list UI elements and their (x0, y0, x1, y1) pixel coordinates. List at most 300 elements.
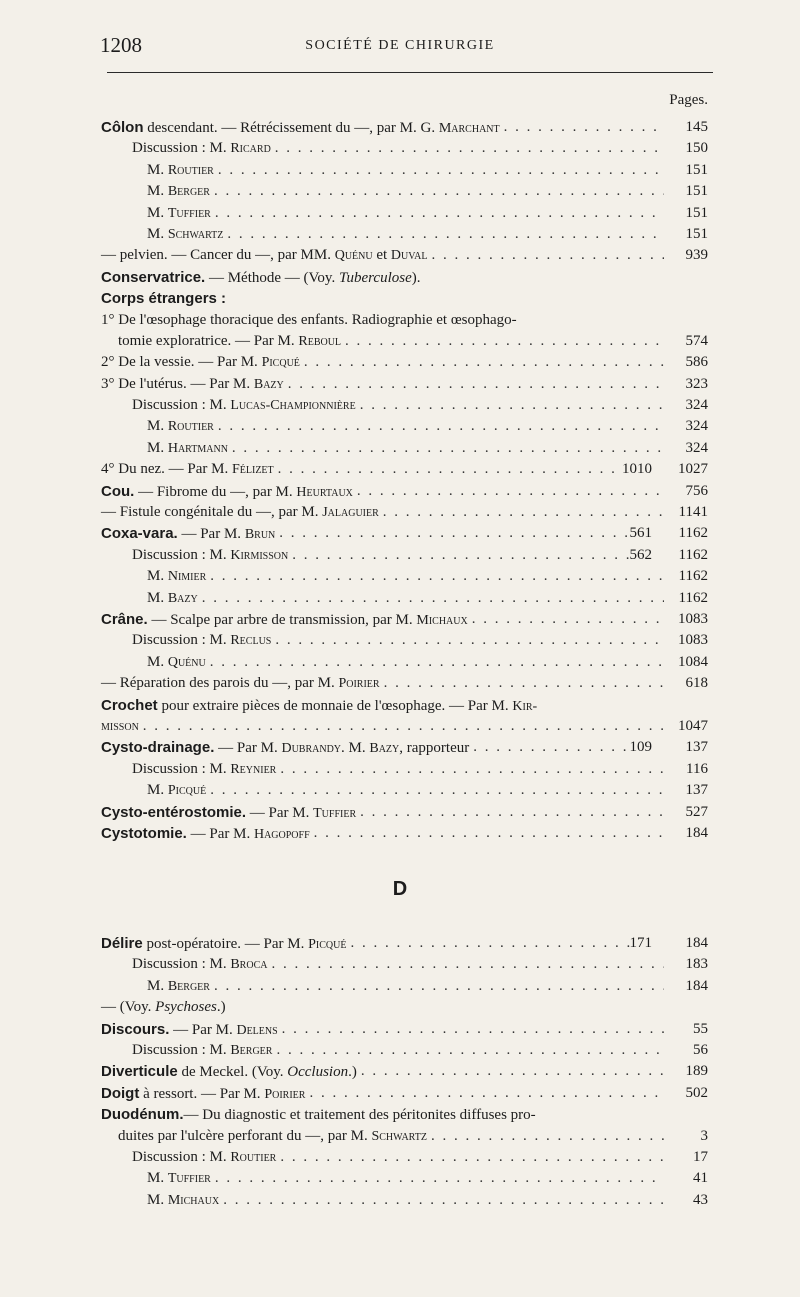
index-entry (101, 737, 708, 758)
author-name: Bazy (253, 376, 284, 392)
page-reference: 756 (685, 482, 708, 499)
entry-text (101, 502, 379, 523)
index-entry (101, 997, 708, 1018)
author-name: Nimier (167, 569, 207, 585)
dot-leader (214, 160, 664, 181)
page-reference: 1141 (678, 504, 708, 521)
page-reference: 1010 (622, 461, 652, 478)
entry-description: M. (147, 977, 168, 994)
index-entry (101, 459, 708, 480)
author-name: Lucas-Championnière (230, 398, 356, 414)
entry-description: , rapporteur (399, 740, 470, 757)
index-entry (101, 976, 708, 997)
author-name: Picqué (167, 783, 207, 799)
header-rule (107, 72, 713, 73)
page-reference: 324 (685, 418, 708, 435)
entry-description: — Fibrome du —, par M. (134, 483, 297, 500)
dot-leader (469, 737, 629, 758)
index-entry (101, 160, 708, 181)
entry-description: .) (348, 1064, 357, 1081)
author-name: Michaux (416, 612, 468, 628)
dot-leader (206, 652, 664, 673)
entry-description: descendant. — Rétrécissement du —, par M. G. (143, 120, 439, 136)
entry-description: M. (147, 204, 168, 221)
page-reference: 1083 (678, 632, 708, 649)
dot-leader (341, 331, 664, 352)
entry-description: — Réparation des parois du —, par M. (101, 675, 339, 692)
dot-leader (500, 117, 664, 138)
entry-description: — Fistule congénitale du —, par M. (101, 504, 323, 521)
cross-reference: Psychoses (155, 999, 217, 1016)
page-reference: 562 (629, 546, 652, 563)
author-name: Heurtaux (296, 484, 353, 500)
entry-text (101, 245, 428, 266)
author-name: Duval (390, 248, 428, 264)
dot-leader (468, 609, 664, 630)
author-name: Routier (167, 419, 214, 435)
author-name: Bazy (167, 590, 198, 606)
index-entry (101, 933, 708, 954)
page-reference: 1162 (678, 525, 708, 542)
author-name: Michaux (167, 1192, 220, 1208)
cross-reference: Occlusion (287, 1064, 349, 1081)
entry-text (118, 331, 341, 352)
index-entry (101, 1126, 708, 1147)
dot-leader (300, 352, 664, 373)
index-entry (101, 609, 708, 630)
page-reference: 137 (685, 782, 708, 799)
index-entry (101, 395, 708, 416)
index-entry (101, 224, 708, 245)
dot-leader (356, 395, 664, 416)
entry-text (101, 352, 300, 373)
running-title: SOCIÉTÉ DE CHIRURGIE (305, 38, 495, 53)
entry-description: duites par l'ulcère perforant du —, par M. (118, 1127, 372, 1144)
author-name: Tuffier (313, 805, 357, 821)
index-entry (101, 1083, 708, 1104)
entry-description: Discussion : M. (132, 397, 231, 414)
dot-leader (278, 1019, 664, 1040)
page-reference: 502 (685, 1084, 708, 1101)
page-reference: 56 (693, 1041, 708, 1058)
entry-text (147, 203, 211, 224)
entry-description: — Par M. (186, 825, 254, 842)
entry-text (101, 823, 310, 844)
dot-leader (271, 138, 664, 159)
entry-text (132, 954, 267, 975)
page-reference: 137 (685, 739, 708, 756)
index-entry (101, 1168, 708, 1189)
author-name: Kirmisson (230, 547, 289, 563)
author-name: Jalaguier (322, 505, 379, 521)
dot-leader (206, 566, 664, 587)
entry-text (118, 1126, 427, 1147)
dot-leader (211, 1168, 664, 1189)
entry-heading: Corps étrangers : (101, 290, 227, 308)
page-reference: 1162 (678, 546, 708, 563)
page-reference: 618 (685, 675, 708, 692)
index-entry (101, 780, 708, 801)
index-entry (101, 416, 708, 437)
author-name: Bazy (369, 741, 400, 757)
entry-heading: Diverticule (101, 1063, 178, 1081)
entry-text (101, 716, 139, 737)
entry-text (101, 481, 353, 502)
author-name: Dubrandy (281, 741, 342, 757)
entry-heading: Doigt (101, 1084, 140, 1102)
dot-leader (219, 1190, 664, 1211)
index-entry (101, 438, 708, 459)
section-letter-heading: D (392, 878, 408, 900)
cross-reference: Tuberculose (338, 269, 412, 286)
author-name: Picqué (261, 355, 300, 371)
index-entry (101, 138, 708, 159)
entry-text (147, 780, 206, 801)
index-entry (101, 331, 708, 352)
page-reference: 3 (700, 1127, 708, 1144)
dot-leader (274, 459, 622, 480)
index-entry (101, 310, 708, 331)
page-reference: 151 (685, 183, 708, 200)
index-section-d (101, 933, 708, 1211)
entry-heading: Duodénum. (101, 1106, 184, 1124)
entry-heading: Discours. (101, 1020, 170, 1038)
entry-text (147, 588, 198, 609)
entry-text (147, 976, 210, 997)
entry-description: M. (147, 782, 168, 799)
entry-description: tomie exploratrice. — Par M. (118, 332, 299, 349)
author-name: Schwartz (371, 1128, 427, 1144)
entry-description: pour extraire pièces de monnaie de l'œsophage. — Par M. (157, 697, 513, 714)
entry-text (101, 1061, 357, 1082)
index-entry (101, 716, 708, 737)
author-name: Marchant (438, 121, 500, 136)
dot-leader (275, 523, 629, 544)
index-entry (101, 245, 708, 266)
entry-description: M. (147, 161, 168, 178)
page-reference: 55 (693, 1020, 708, 1037)
entry-description: Discussion : M. (132, 1148, 231, 1165)
author-name: Broca (230, 957, 268, 973)
dot-leader (223, 224, 664, 245)
entry-description: — Par M. (177, 526, 245, 543)
index-entry (101, 502, 708, 523)
entry-text (101, 802, 356, 823)
entry-text (101, 737, 469, 758)
dot-leader (271, 630, 664, 651)
entry-description: Discussion : M. (132, 632, 231, 649)
page-reference: 1162 (678, 568, 708, 585)
dot-leader (276, 1147, 664, 1168)
dot-leader (276, 759, 664, 780)
page-reference: 116 (686, 760, 708, 777)
entry-description: — Par M. (214, 740, 282, 757)
page-reference: 1084 (678, 653, 708, 670)
entry-text (132, 138, 271, 159)
entry-text (101, 609, 468, 630)
entry-heading: Crochet (101, 696, 158, 714)
entry-description: à ressort. — Par M. (139, 1085, 265, 1102)
page-reference: 43 (693, 1191, 708, 1208)
page-number: 1208 (100, 33, 142, 57)
index-entry (101, 523, 708, 544)
page-reference: 171 (629, 935, 652, 951)
author-name: Brun (244, 527, 276, 543)
entry-text (147, 652, 206, 673)
author-name: Kir- (512, 698, 538, 714)
index-entry (101, 374, 708, 395)
index-entry (101, 695, 708, 716)
index-entry (101, 673, 708, 694)
entry-heading: Côlon (101, 119, 144, 136)
author-name: Routier (167, 162, 214, 178)
index-entry (101, 1147, 708, 1168)
entry-description: M. (147, 1191, 168, 1208)
dot-leader (272, 1040, 664, 1061)
index-entry (101, 117, 708, 138)
entry-text (101, 310, 517, 331)
entry-description: Discussion : M. (132, 1041, 231, 1058)
entry-text (101, 997, 226, 1018)
page-reference: 184 (685, 935, 708, 951)
entry-text (101, 267, 421, 288)
index-entry (101, 481, 708, 502)
author-name: Tuffier (167, 1171, 211, 1187)
author-name: Picqué (308, 937, 347, 952)
author-name: Poirier (264, 1086, 306, 1102)
page-reference: 574 (685, 332, 708, 349)
entry-heading: Conservatrice. (101, 268, 206, 286)
entry-description: post-opératoire. — Par M. (142, 936, 309, 952)
dot-leader (267, 954, 664, 975)
entry-description: et (372, 247, 391, 264)
author-name: Berger (167, 184, 210, 200)
index-entry (101, 759, 708, 780)
entry-heading: Cysto-entérostomie. (101, 803, 247, 821)
entry-description: .) (216, 999, 226, 1016)
entry-description: Discussion : M. (132, 140, 231, 157)
author-name: Quénu (167, 654, 206, 670)
entry-description: . M. (341, 740, 370, 757)
page-reference: 586 (685, 354, 708, 371)
index-entry (101, 1190, 708, 1211)
entry-description: de Meckel. (Voy. (177, 1064, 288, 1081)
entry-text (101, 933, 346, 954)
index-entry (101, 652, 708, 673)
page-reference: 323 (685, 375, 708, 392)
page-reference: 184 (685, 977, 708, 994)
page-reference: 527 (685, 803, 708, 820)
dot-leader (427, 1126, 664, 1147)
dot-leader (379, 502, 664, 523)
page-reference: 41 (693, 1170, 708, 1187)
author-name: Quénu (334, 248, 373, 264)
pages-column-label: Pages. (669, 92, 708, 108)
entry-description: 1° De l'œsophage thoracique des enfants. Radiographie et œsophago- (101, 311, 517, 328)
entry-description: — pelvien. — Cancer du —, par MM. (101, 247, 335, 264)
index-entry (101, 1040, 708, 1061)
page-reference: 1047 (678, 717, 708, 734)
author-name: Reclus (230, 633, 272, 649)
author-name: Poirier (338, 676, 380, 692)
dot-leader (139, 716, 664, 737)
dot-leader (288, 545, 629, 566)
entry-description: Discussion : M. (132, 546, 231, 563)
entry-description: — Par M. (169, 1021, 237, 1038)
index-entry (101, 1019, 708, 1040)
dot-leader (284, 374, 664, 395)
entry-text (132, 1147, 276, 1168)
page-reference: 17 (693, 1148, 708, 1165)
entry-description: Discussion : M. (132, 760, 231, 777)
page-reference: 184 (685, 824, 708, 841)
entry-heading: Délire (101, 935, 143, 952)
index-entry (101, 267, 708, 288)
entry-text (147, 438, 228, 459)
author-name: Félizet (231, 462, 274, 478)
page-reference: 145 (685, 119, 708, 135)
entry-description: M. (147, 589, 168, 606)
author-name: Ricard (230, 141, 271, 157)
page-reference: 183 (685, 956, 708, 973)
index-entry (101, 203, 708, 224)
entry-description: 3° De l'utérus. — Par M. (101, 375, 254, 392)
entry-text (132, 545, 288, 566)
page-reference: 151 (685, 225, 708, 242)
index-entry (101, 1104, 708, 1125)
index-entry (101, 588, 708, 609)
index-entry (101, 181, 708, 202)
entry-text (101, 374, 284, 395)
dot-leader (346, 933, 629, 954)
author-name: Hagopoff (253, 826, 310, 842)
entry-text (132, 759, 276, 780)
entry-description: — Méthode — (Voy. (205, 269, 339, 286)
entry-text (101, 1083, 305, 1104)
dot-leader (211, 203, 664, 224)
index-entry (101, 954, 708, 975)
dot-leader (214, 416, 664, 437)
dot-leader (357, 1061, 664, 1082)
entry-text (101, 1019, 278, 1040)
entry-text (147, 566, 206, 587)
dot-leader (380, 673, 664, 694)
author-name: Berger (230, 1042, 273, 1058)
page-reference: 324 (685, 397, 708, 414)
entry-description: Discussion : M. (132, 956, 231, 973)
entry-text (147, 181, 210, 202)
entry-description: — Du diagnostic et traitement des péritonites diffuses pro- (183, 1107, 536, 1124)
entry-description: — Par M. (246, 804, 314, 821)
entry-description: M. (147, 439, 168, 456)
author-name: Tuffier (167, 205, 211, 221)
entry-description: M. (147, 418, 168, 435)
page-reference: 109 (629, 739, 652, 756)
author-name: Delens (236, 1022, 278, 1038)
page-reference: 1027 (678, 461, 708, 478)
dot-leader (206, 780, 664, 801)
dot-leader (210, 181, 664, 202)
entry-text (147, 1168, 211, 1189)
entry-description: 4° Du nez. — Par M. (101, 461, 232, 478)
page-reference: 189 (685, 1063, 708, 1080)
entry-description: M. (147, 225, 168, 242)
index-entry (101, 288, 708, 309)
entry-heading: Cou. (101, 482, 135, 500)
author-name: Reboul (298, 333, 342, 349)
page-reference: 561 (629, 525, 652, 542)
page-reference: 939 (685, 247, 708, 264)
author-name: Berger (167, 978, 210, 994)
index-entry (101, 823, 708, 844)
entry-heading: Coxa-vara. (101, 525, 178, 543)
entry-text (132, 395, 356, 416)
page-reference: 324 (685, 439, 708, 456)
dot-leader (210, 976, 664, 997)
dot-leader (356, 802, 664, 823)
dot-leader (310, 823, 664, 844)
author-name: Reynier (230, 761, 277, 777)
page-reference: 151 (685, 161, 708, 178)
entry-text (132, 1040, 272, 1061)
entry-description: ). (411, 269, 421, 286)
index-entry (101, 802, 708, 823)
entry-description: 2° De la vessie. — Par M. (101, 354, 262, 371)
dot-leader (198, 588, 664, 609)
entry-text (101, 459, 274, 480)
entry-text (101, 1104, 536, 1125)
index-entry (101, 352, 708, 373)
entry-description: — (Voy. (101, 999, 156, 1016)
index-entry (101, 566, 708, 587)
entry-heading: Cysto-drainage. (101, 739, 215, 757)
entry-text (147, 160, 214, 181)
entry-heading: Crâne. (101, 610, 148, 628)
index-entry (101, 1061, 708, 1082)
index-entry (101, 545, 708, 566)
entry-description: M. (147, 568, 168, 585)
entry-text (101, 117, 500, 138)
page-reference: 150 (685, 140, 708, 157)
page-reference: 1162 (678, 589, 708, 606)
dot-leader (228, 438, 664, 459)
author-name: misson (101, 718, 139, 734)
entry-description: M. (147, 183, 168, 200)
entry-description: M. (147, 653, 168, 670)
entry-text (147, 224, 223, 245)
entry-text (147, 416, 214, 437)
author-name: Schwartz (167, 226, 224, 242)
entry-text (101, 523, 275, 544)
entry-heading: Cystotomie. (101, 824, 187, 842)
entry-text (147, 1190, 219, 1211)
author-name: Hartmann (167, 440, 228, 456)
dot-leader (353, 481, 664, 502)
entry-text (101, 288, 226, 309)
entry-text (101, 673, 380, 694)
entry-description: — Scalpe par arbre de transmission, par M. (147, 611, 417, 628)
dot-leader (428, 245, 664, 266)
entry-text (132, 630, 271, 651)
author-name: Routier (230, 1149, 277, 1165)
index-entry (101, 630, 708, 651)
page-reference: 1083 (678, 610, 708, 627)
page-reference: 151 (685, 204, 708, 221)
entry-text (101, 695, 537, 716)
entry-description: M. (147, 1170, 168, 1187)
dot-leader (305, 1083, 664, 1104)
index-section-c (101, 117, 708, 844)
